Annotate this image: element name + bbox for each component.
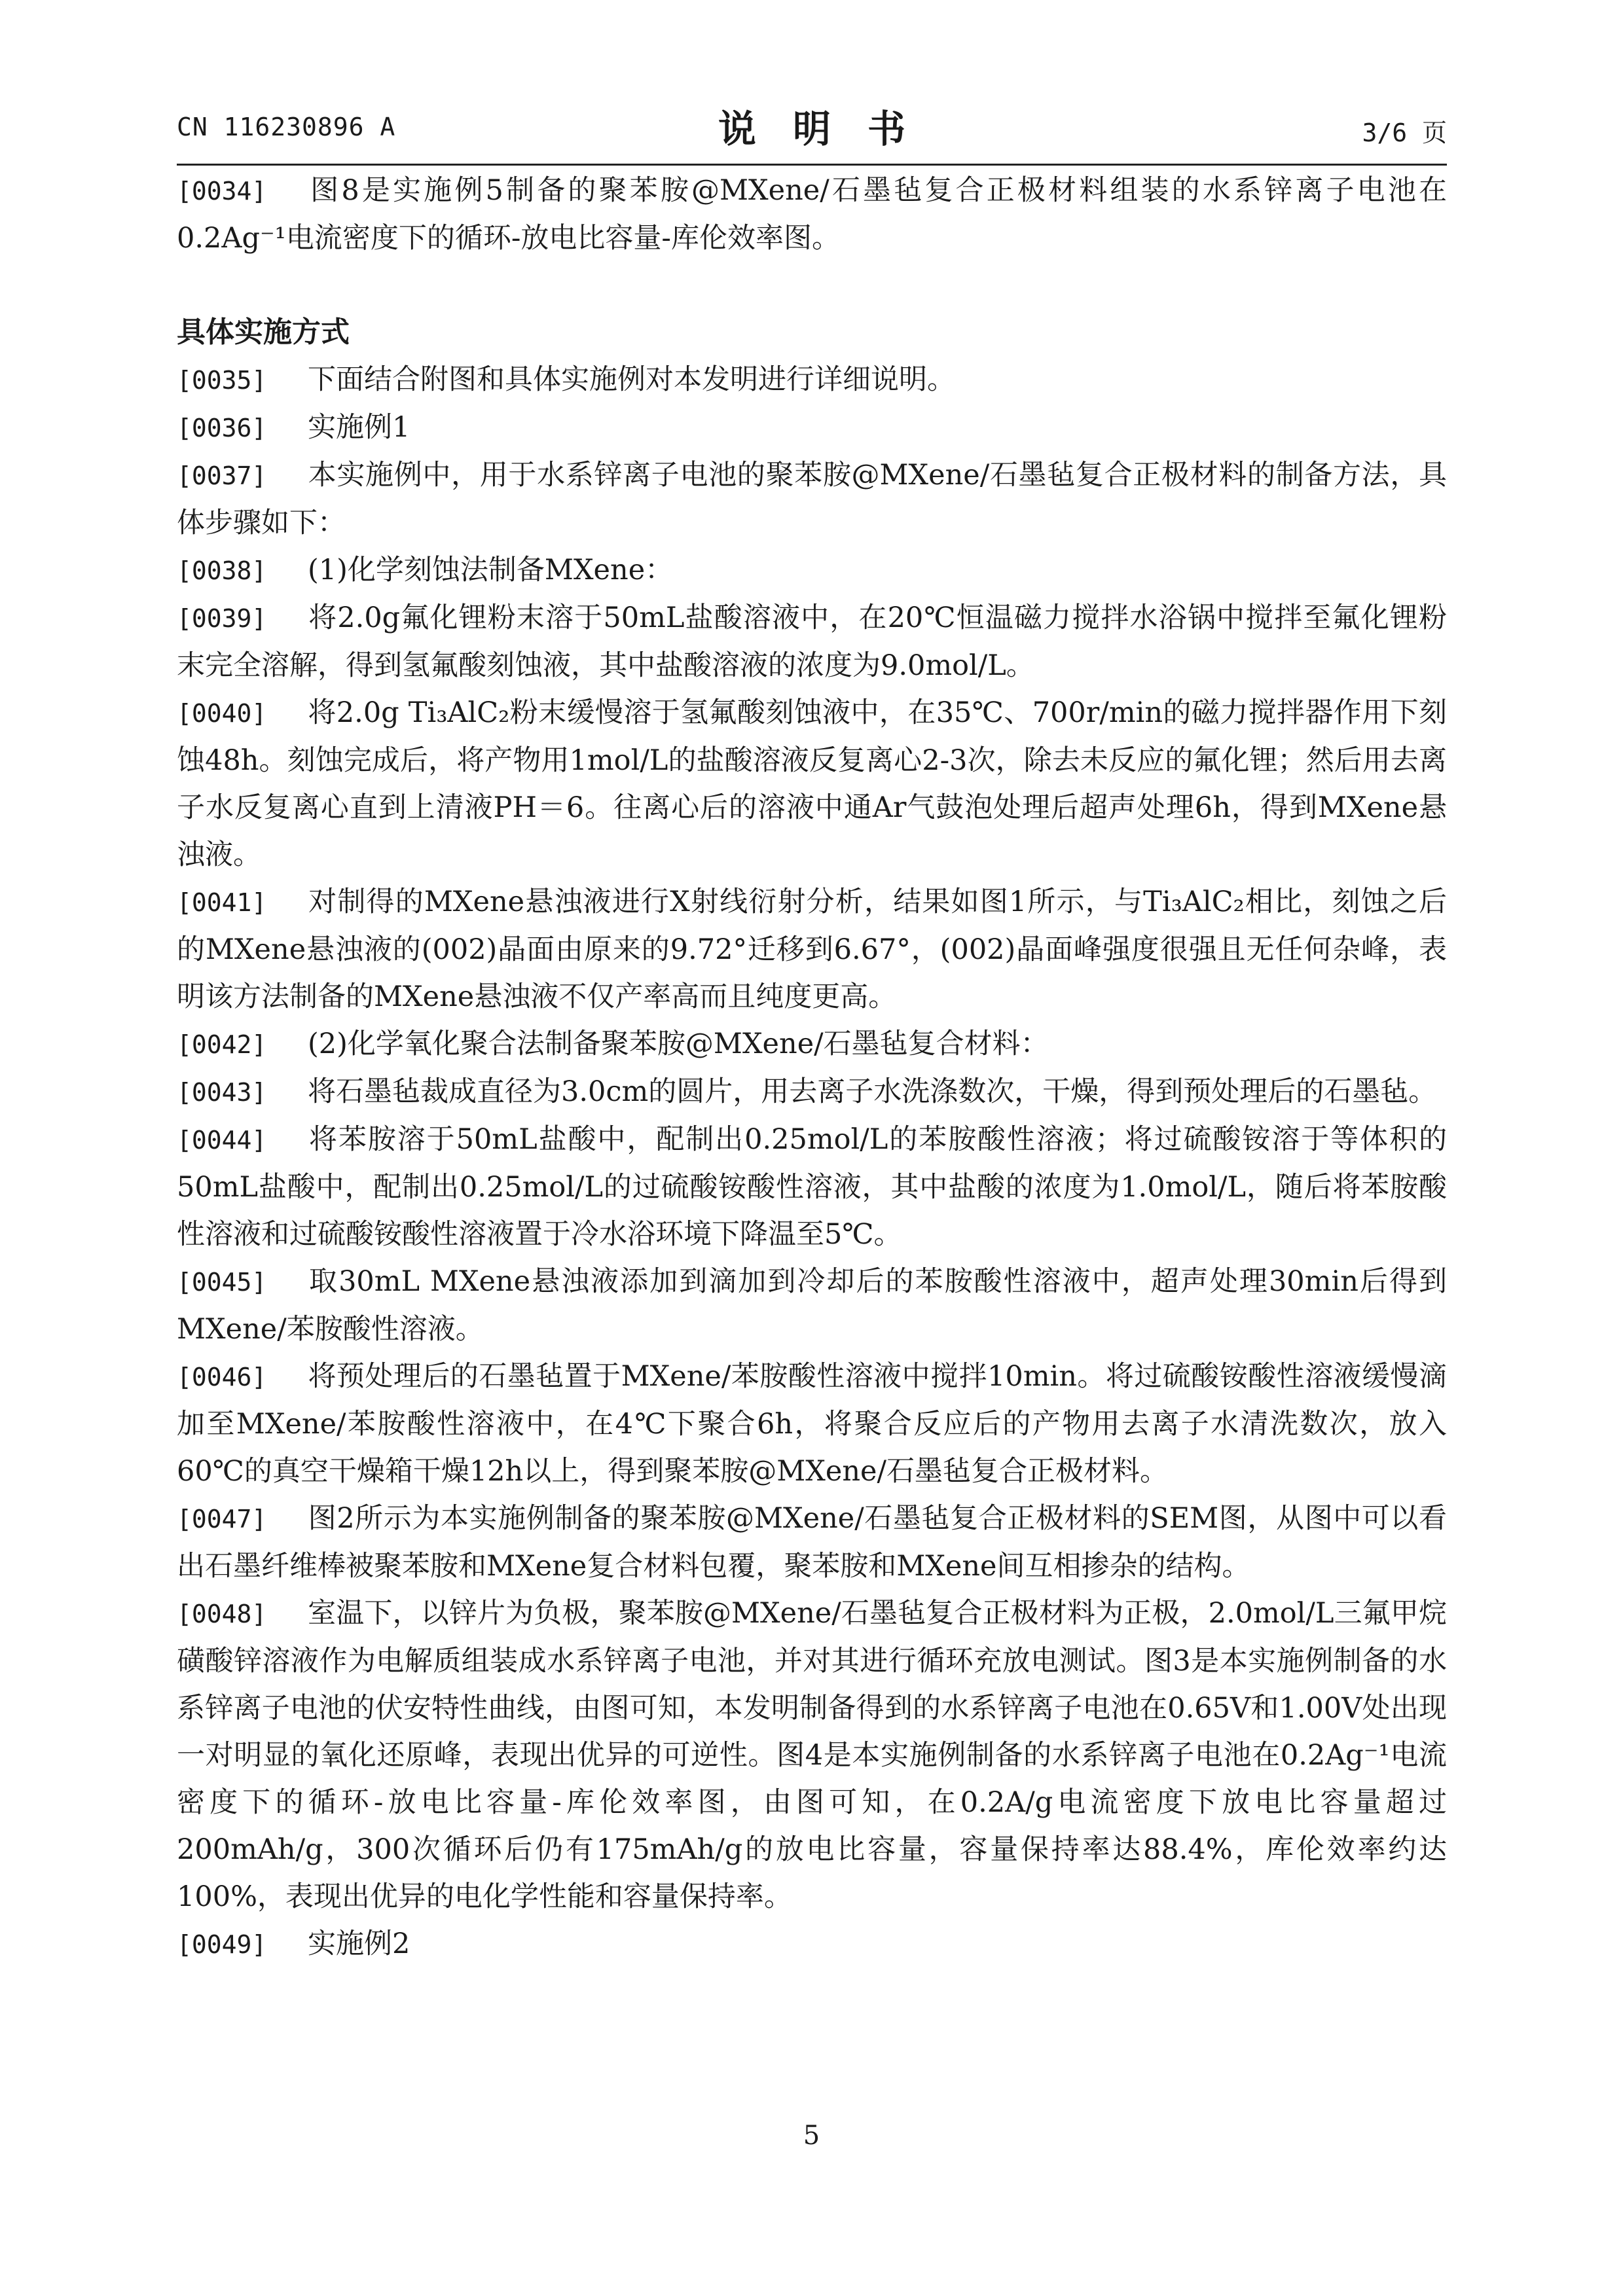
page-indicator: 3/6 页 <box>1362 118 1447 147</box>
paragraph-0043 <box>177 1068 1447 1116</box>
paragraph-number: [0047] <box>177 1505 267 1534</box>
paragraph-text: 将苯胺溶于50mL盐酸中，配制出0.25mol/L的苯胺酸性溶液；将过硫酸铵溶于等体积的50mL盐酸中，配制出0.25mol/L的过硫酸铵酸性溶液，其中盐酸的浓度为1.0mol/L，随后将苯胺酸性溶液和过硫酸铵酸性溶液置于冷水浴环境下降温至5℃。 <box>177 1123 1447 1251</box>
paragraph-text: 取30mL MXene悬浊液添加到滴加到冷却后的苯胺酸性溶液中，超声处理30min后得到MXene/苯胺酸性溶液。 <box>177 1265 1447 1346</box>
section-heading: 具体实施方式 <box>177 315 350 349</box>
paragraph-number: [0035] <box>177 366 267 395</box>
paragraph-0036 <box>177 404 1447 452</box>
paragraph-number: [0038] <box>177 556 267 585</box>
paragraph-0046 <box>177 1353 1447 1495</box>
paragraph-number: [0034] <box>177 177 267 206</box>
paragraph-text: 本实施例中，用于水系锌离子电池的聚苯胺@MXene/石墨毡复合正极材料的制备方法，具体步骤如下： <box>177 459 1447 539</box>
paragraph-number: [0041] <box>177 888 267 917</box>
patent-number: CN 116230896 A <box>177 113 396 141</box>
paragraph-number: [0044] <box>177 1126 267 1155</box>
paragraph-0045 <box>177 1258 1447 1353</box>
paragraph-text: 室温下，以锌片为负极，聚苯胺@MXene/石墨毡复合正极材料为正极，2.0mol/L三氟甲烷磺酸锌溶液作为电解质组装成水系锌离子电池，并对其进行循环充放电测试。图3是本实施例制备的水系锌离子电池的伏安特性曲线，由图可知，本发明制备得到的水系锌离子电池在0.65V和1.00V处出现一对明显的氧化还原峰，表现出优异的可逆性。图4是本实施例制备的水系锌离子电池在0.2Ag⁻¹电流密度下的循环-放电比容量-库伦效率图，由图可知，在0.2A/g电流密度下放电比容量超过200mAh/g，300次循环后仍有175mAh/g的放电比容量，容量保持率达88.4%，库伦效率约达100%，表现出优异的电化学性能和容量保持率。 <box>177 1597 1447 1913</box>
paragraph-0041 <box>177 878 1447 1020</box>
document-title: 说明书 <box>718 107 942 151</box>
paragraph-0047 <box>177 1495 1447 1590</box>
paragraph-text: 图2所示为本实施例制备的聚苯胺@MXene/石墨毡复合正极材料的SEM图，从图中可以看出石墨纤维棒被聚苯胺和MXene复合材料包覆，聚苯胺和MXene间互相掺杂的结构。 <box>177 1502 1447 1583</box>
paragraph-0040 <box>177 689 1447 878</box>
paragraph-0035 <box>177 356 1447 404</box>
paragraph-text: 实施例1 <box>308 411 410 444</box>
paragraph-text: 图8是实施例5制备的聚苯胺@MXene/石墨毡复合正极材料组装的水系锌离子电池在0.2Ag⁻¹电流密度下的循环-放电比容量-库伦效率图。 <box>177 174 1447 255</box>
paragraph-0049 <box>177 1920 1447 1968</box>
header-divider <box>177 164 1447 166</box>
paragraph-number: [0049] <box>177 1930 267 1959</box>
paragraph-number: [0043] <box>177 1078 267 1107</box>
paragraph-text: (2)化学氧化聚合法制备聚苯胺@MXene/石墨毡复合材料： <box>308 1028 1049 1060</box>
paragraph-number: [0040] <box>177 699 267 728</box>
paragraph-text: 下面结合附图和具体实施例对本发明进行详细说明。 <box>308 363 955 396</box>
paragraph-0039 <box>177 594 1447 689</box>
paragraph-text: 将2.0g Ti₃AlC₂粉末缓慢溶于氢氟酸刻蚀液中，在35℃、700r/min的磁力搅拌器作用下刻蚀48h。刻蚀完成后，将产物用1mol/L的盐酸溶液反复离心2-3次，除去未反应的氟化锂；然后用去离子水反复离心直到上清液PH＝6。往离心后的溶液中通Ar气鼓泡处理后超声处理6h，得到MXene悬浊液。 <box>177 696 1447 871</box>
paragraph-number: [0036] <box>177 414 267 442</box>
paragraph-text: 对制得的MXene悬浊液进行X射线衍射分析，结果如图1所示，与Ti₃AlC₂相比，刻蚀之后的MXene悬浊液的(002)晶面由原来的9.72°迁移到6.67°，(002)晶面峰强度很强且无任何杂峰，表明该方法制备的MXene悬浊液不仅产率高而且纯度更高。 <box>177 886 1447 1013</box>
paragraph-text: 将2.0g氟化锂粉末溶于50mL盐酸溶液中，在20℃恒温磁力搅拌水浴锅中搅拌至氟化锂粉末完全溶解，得到氢氟酸刻蚀液，其中盐酸溶液的浓度为9.0mol/L。 <box>177 601 1447 682</box>
paragraph-number: [0039] <box>177 604 267 633</box>
paragraph-number: [0037] <box>177 461 267 490</box>
paragraph-text: (1)化学刻蚀法制备MXene： <box>308 554 674 586</box>
paragraph-number: [0046] <box>177 1363 267 1391</box>
document-body <box>177 167 1447 1968</box>
paragraph-0037 <box>177 452 1447 547</box>
paragraph-number: [0042] <box>177 1030 267 1059</box>
paragraph-0038 <box>177 547 1447 594</box>
page-header <box>177 98 1447 170</box>
paragraph-0042 <box>177 1020 1447 1068</box>
paragraph-0044 <box>177 1116 1447 1258</box>
paragraph-number: [0048] <box>177 1600 267 1628</box>
paragraph-text: 实施例2 <box>308 1928 410 1960</box>
paragraph-text: 将石墨毡裁成直径为3.0cm的圆片，用去离子水洗涤数次，干燥，得到预处理后的石墨毡。 <box>308 1075 1437 1108</box>
paragraph-text: 将预处理后的石墨毡置于MXene/苯胺酸性溶液中搅拌10min。将过硫酸铵酸性溶液缓慢滴加至MXene/苯胺酸性溶液中，在4℃下聚合6h，将聚合反应后的产物用去离子水清洗数次，放入60℃的真空干燥箱干燥12h以上，得到聚苯胺@MXene/石墨毡复合正极材料。 <box>177 1360 1447 1488</box>
paragraph-number: [0045] <box>177 1268 267 1297</box>
page-number: 5 <box>803 2121 820 2151</box>
paragraph-0048 <box>177 1590 1447 1920</box>
paragraph-0034 <box>177 167 1447 262</box>
